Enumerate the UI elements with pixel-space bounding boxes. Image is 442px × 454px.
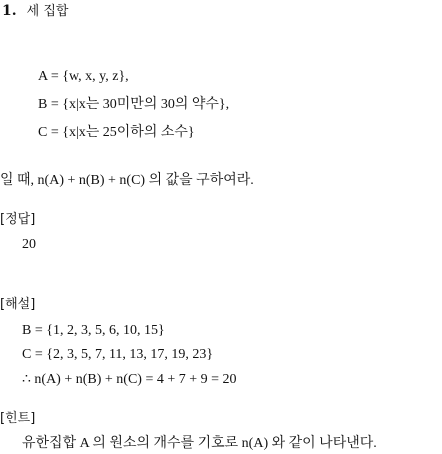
solution-line-result: ∴ n(A) + n(B) + n(C) = 4 + 7 + 9 = 20 [22,372,237,387]
problem-intro: 세 집합 [26,4,69,19]
answer-value: 20 [22,237,36,252]
problem-question: 일 때, n(A) + n(B) + n(C) 의 값을 구하여라. [0,173,254,188]
solution-label: [해설] [0,297,36,312]
hint-text: 유한집합 A 의 원소의 개수를 기호로 n(A) 와 같이 나타낸다. [22,436,377,451]
solution-line-c: C = {2, 3, 5, 7, 11, 13, 17, 19, 23} [22,347,214,362]
set-b-definition: B = {x|x는 30미만의 30의 약수}, [38,97,230,112]
set-c-definition: C = {x|x는 25이하의 소수} [38,125,195,140]
set-a-definition: A = {w, x, y, z}, [38,69,129,84]
hint-label: [힌트] [0,411,36,426]
solution-line-b: B = {1, 2, 3, 5, 6, 10, 15} [22,323,165,338]
answer-label: [정답] [0,212,36,227]
problem-heading [2,2,68,21]
problem-number: 1. [2,3,17,19]
